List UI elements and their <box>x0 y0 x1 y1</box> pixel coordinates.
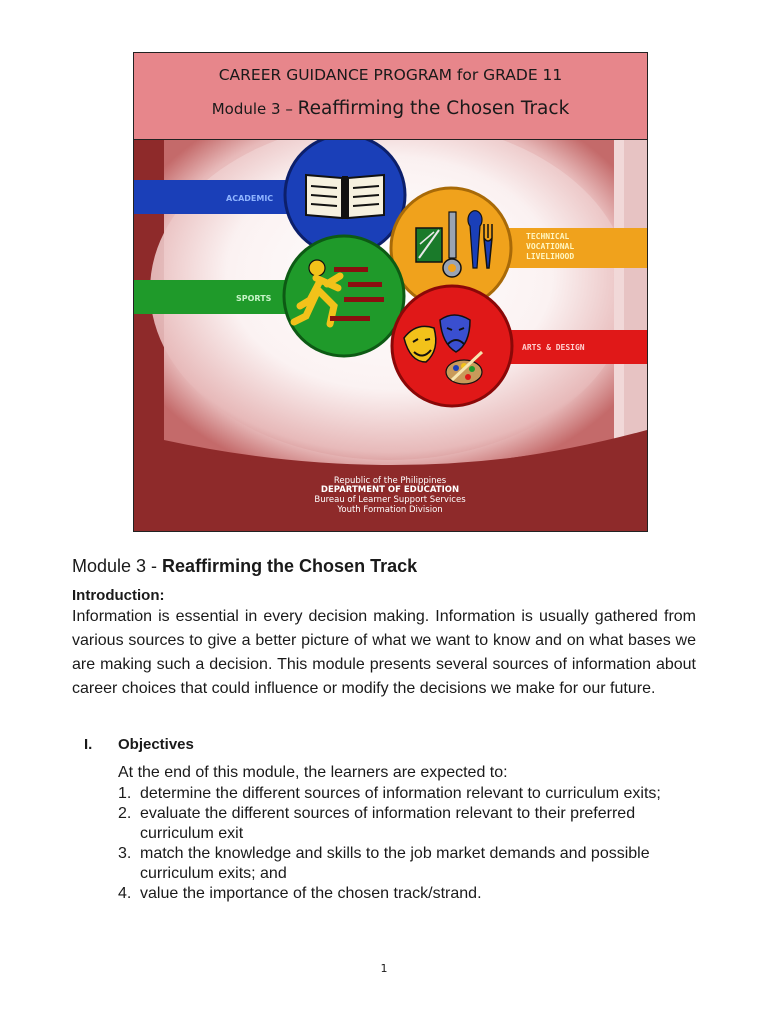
introduction-paragraph: Information is essential in every decision making. Information is usually gathered from various sources to give a better picture of what we want to know and on what bases we are making such a decision. This module presents several sources of information about career choices that could influence or modify the decisions we make for our future. <box>72 608 696 697</box>
module-cover <box>133 52 648 532</box>
page-number: 1 <box>380 962 388 975</box>
list-item: 3. match the knowledge and skills to the job market demands and possible curriculum exits; and <box>118 845 650 882</box>
book-icon <box>306 175 384 219</box>
objectives-list <box>118 784 708 904</box>
arts-label: ARTS & DESIGN <box>522 343 585 352</box>
cover-footer-division: Youth Formation Division <box>337 505 443 515</box>
module-title: Module 3 - Reaffirming the Chosen Track <box>72 556 418 576</box>
list-item: 1. determine the different sources of information relevant to curriculum exits; <box>118 785 661 802</box>
objectives-heading: Objectives <box>118 736 194 753</box>
cover-footer-deped: DEPARTMENT OF EDUCATION <box>320 485 460 495</box>
objectives-section-number: I. <box>84 736 93 753</box>
sports-label: SPORTS <box>236 294 272 303</box>
sports-circle <box>284 236 404 356</box>
list-item: 2. evaluate the different sources of information relevant to their preferred curriculum exit <box>118 805 636 842</box>
cover-illustration <box>134 140 647 531</box>
cover-footer-bureau: Bureau of Learner Support Services <box>314 495 466 505</box>
cover-banner <box>134 53 647 140</box>
tvl-label-3: LIVELIHOOD <box>526 252 575 261</box>
banner-module-title: Module 3 – Reaffirming the Chosen Track <box>211 98 570 119</box>
list-item: 4. value the importance of the chosen track/strand. <box>118 885 482 902</box>
objectives-lead: At the end of this module, the learners are expected to: <box>118 764 508 781</box>
academic-label: ACADEMIC <box>226 194 274 203</box>
tvl-label-1: TECHNICAL <box>526 232 570 241</box>
cover-footer-republic: Republic of the Philippines <box>333 476 447 486</box>
introduction-heading: Introduction: <box>72 587 165 604</box>
banner-program-title: CAREER GUIDANCE PROGRAM for GRADE 11 <box>218 66 563 84</box>
tvl-label-2: VOCATIONAL <box>526 242 575 251</box>
